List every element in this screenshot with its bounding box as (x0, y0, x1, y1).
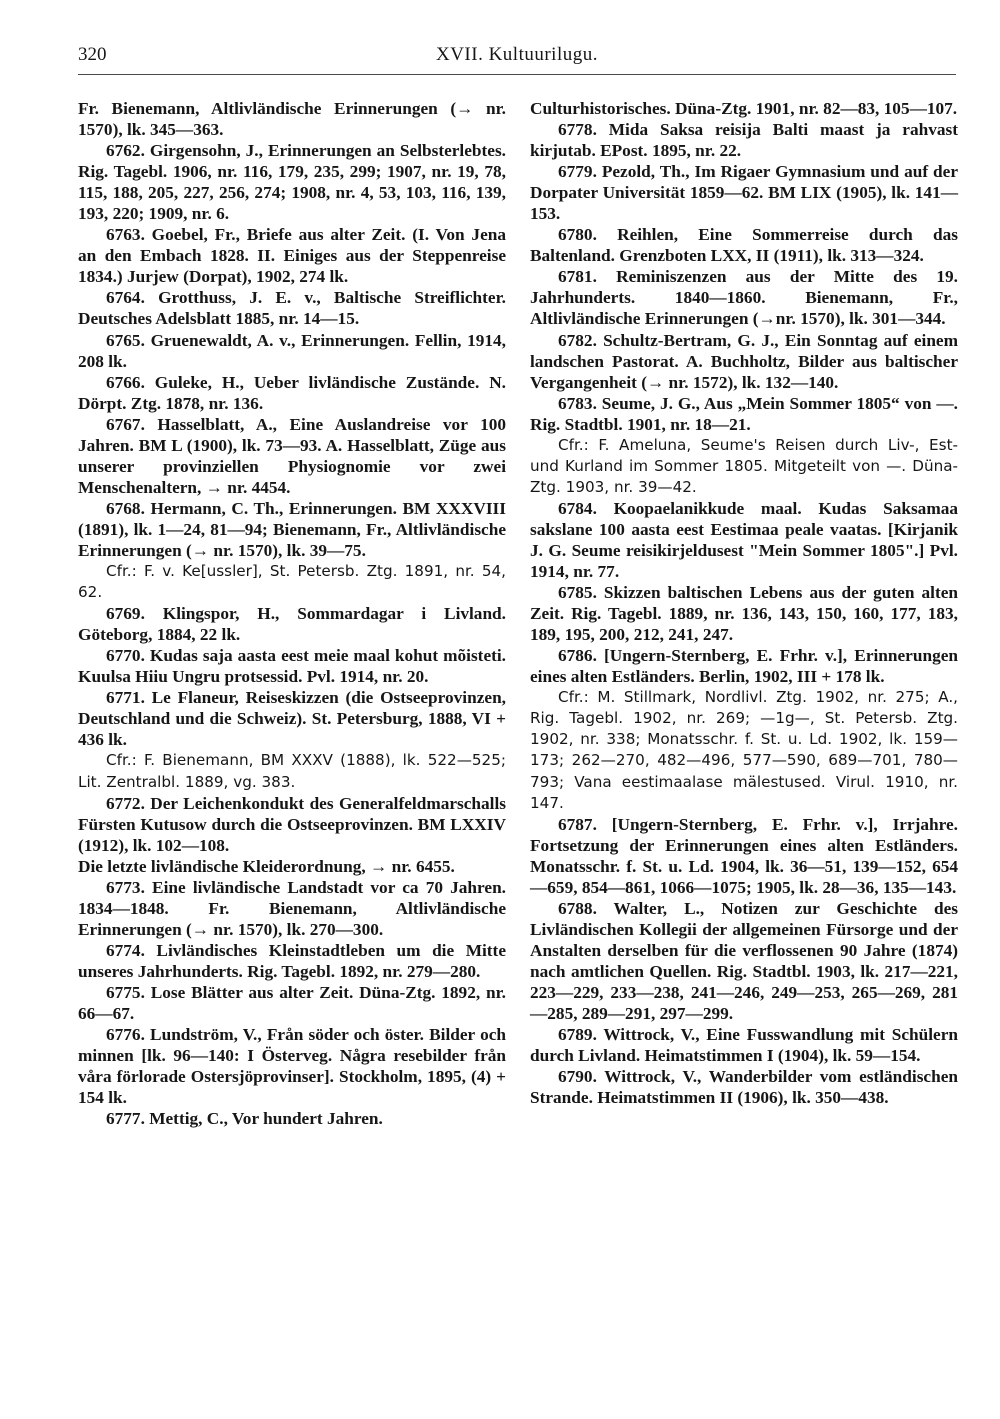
entry-6771: 6771. Le Flaneur, Reiseskizzen (die Ostseeprovinzen, Deutschland und die Schweiz). St. Petersburg, 1888, VI + 436 lk. (78, 688, 506, 750)
entry-6778: 6778. Mida Saksa reisija Balti maast ja rahvast kirjutab. EPost. 1895, nr. 22. (530, 120, 958, 161)
entry-6770: 6770. Kudas saja aasta eest meie maal kohut mõisteti. Kuulsa Hiiu Ungru protsessid. Pvl. 1914, nr. 20. (78, 646, 506, 687)
entry-6777: 6777. Mettig, C., Vor hundert Jahren. (106, 1109, 383, 1129)
right-column (530, 98, 958, 1108)
entry-continuation: Fr. Bienemann, Altlivländische Erinnerungen (→ nr. 1570), lk. 345—363. (78, 99, 506, 140)
left-column (78, 98, 506, 1129)
entry-6762: 6762. Girgensohn, J., Erinnerungen an Selbsterlebtes. Rig. Tagebl. 1906, nr. 116, 179, 235, 299; 1907, nr. 19, 78, 115, 188, 205, 227, 256, 274; 1908, nr. 4, 53, 103, 116, 139, 193, 220; 1909, nr. 6. (78, 141, 506, 224)
entry-6780: 6780. Reihlen, Eine Sommerreise durch das Baltenland. Grenzboten LXX, II (1911), lk. 313—324. (530, 225, 958, 266)
page-header (78, 40, 956, 74)
header-rule (78, 74, 956, 75)
entry-6764: 6764. Grotthuss, J. E. v., Baltische Streiflichter. Deutsches Adelsblatt 1885, nr. 14—15. (78, 288, 506, 329)
entry-6769: 6769. Klingspor, H., Sommardagar i Livland. Göteborg, 1884, 22 lk. (78, 604, 506, 645)
entry-6763: 6763. Goebel, Fr., Briefe aus alter Zeit. (I. Von Jena an den Embach 1828. II. Einiges aus der Steppenreise 1834.) Jurjew (Dorpat), 1902, 274 lk. (78, 225, 506, 287)
entry-6777-continuation: Culturhistorisches. Düna-Ztg. 1901, nr. 82—83, 105—107. (530, 99, 958, 118)
entry-6768: 6768. Hermann, C. Th., Erinnerungen. BM XXXVIII (1891), lk. 1—24, 81—94; Bienemann, Fr., Altlivländische Erinnerungen (→ nr. 1570), lk. 39—75. (78, 498, 506, 560)
entry-6790: 6790. Wittrock, V., Wanderbilder vom estländischen Strande. Heimatstimmen II (1906), lk. 350—438. (530, 1067, 958, 1108)
entry-6782: 6782. Schultz-Bertram, G. J., Ein Sonntag auf einem landschen Pastorat. A. Buchholtz, Bilder aus baltischer Vergangenheit (→ nr. 1572), lk. 132—140. (530, 330, 958, 392)
entry-6783-cfr: Cfr.: F. Ameluna, Seume's Reisen durch Liv-, Est- und Kurland im Sommer 1805. Mitgeteilt von —. Düna-Ztg. 1903, nr. 39—42. (530, 435, 958, 496)
entry-6772: 6772. Der Leichenkondukt des Generalfeldmarschalls Fürsten Kutusow durch die Ostseeprovinzen. BM LXXIV (1912), lk. 102—108. (78, 793, 506, 855)
entry-6785: 6785. Skizzen baltischen Lebens aus der guten alten Zeit. Rig. Tagebl. 1889, nr. 136, 143, 150, 160, 177, 183, 189, 195, 200, 212, 241, 247. (530, 583, 958, 645)
entry-6775: 6775. Lose Blätter aus alter Zeit. Düna-Ztg. 1892, nr. 66—67. (78, 982, 506, 1024)
entry-6787: 6787. [Ungern-Sternberg, E. Frhr. v.], Irrjahre. Fortsetzung der Erinnerungen eines alten Estländers. Monatsschr. f. St. u. Ld. 1904, lk. 36—51, 139—152, 654—659, 854—861, 1066—1075; 1905, lk. 28—36, 135—143. (530, 814, 958, 897)
entry-6772-see-also: Die letzte livländische Kleiderordnung, → nr. 6455. (78, 856, 455, 876)
entry-6789: 6789. Wittrock, V., Eine Fusswandlung mit Schülern durch Livland. Heimatstimmen I (1904), lk. 59—154. (530, 1025, 958, 1066)
entry-6786-cfr: Cfr.: M. Stillmark, Nordlivl. Ztg. 1902, nr. 275; A., Rig. Tagebl. 1902, nr. 269; —1g—, St. Petersb. Ztg. 1902, nr. 338; Monatsschr. f. St. u. Ld. 1902, lk. 159—173; 262—270, 482—496, 577—590, 689—701, 780—793; Vana eestimaalase mälestused. Virul. 1910, nr. 147. (530, 688, 958, 812)
entry-6776: 6776. Lundström, V., Från söder och öster. Bilder och minnen [lk. 96—140: I Österveg. Några resebilder från våra förlorade Ostersjöprovinser]. Stockholm, 1895, (4) + 154 lk. (78, 1025, 506, 1108)
entry-6767: 6767. Hasselblatt, A., Eine Auslandreise vor 100 Jahren. BM L (1900), lk. 73—93. A. Hasselblatt, Züge aus unserer provinziellen Physiognomie vor zwei Menschenaltern, → nr. 4454. (78, 414, 506, 497)
entry-6788: 6788. Walter, L., Notizen zur Geschichte des Livländischen Kollegii der allgemeinen Fürsorge und der Anstalten derselben für die verflossenen 90 Jahre (1874) nach amtlichen Quellen. Rig. Stadtbl. 1903, lk. 217—221, 223—229, 233—238, 241—246, 249—253, 265—269, 281—285, 289—291, 297—299. (530, 898, 958, 1024)
entry-6766: 6766. Guleke, H., Ueber livländische Zustände. N. Dörpt. Ztg. 1878, nr. 136. (78, 372, 506, 413)
entry-6771-cfr: Cfr.: F. Bienemann, BM XXXV (1888), lk. 522—525; Lit. Zentralbl. 1889, vg. 383. (78, 751, 506, 791)
entry-6784: 6784. Koopaelanikkude maal. Kudas Saksamaa sakslane 100 aasta eest Eestimaa peale vaatas. [Kirjanik J. G. Seume reisikirjeldusest "Mein Sommer 1805".] Pvl. 1914, nr. 77. (530, 498, 958, 582)
entry-6781: 6781. Reminiszenzen aus der Mitte des 19. Jahrhunderts. 1840—1860. Bienemann, Fr., Altlivländische Erinnerungen (→nr. 1570), lk. 301—344. (530, 267, 958, 329)
entry-6786: 6786. [Ungern-Sternberg, E. Frhr. v.], Erinnerungen eines alten Estländers. Berlin, 1902, III + 178 lk. (530, 646, 958, 687)
entry-6773: 6773. Eine livländische Landstadt vor ca 70 Jahren. 1834—1848. Fr. Bienemann, Altlivländische Erinnerungen (→ nr. 1570), lk. 270—300. (78, 877, 506, 939)
entry-6768-cfr: Cfr.: F. v. Ke[ussler], St. Petersb. Ztg. 1891, nr. 54, 62. (78, 562, 506, 602)
page-number: 320 (78, 44, 107, 65)
entry-6779: 6779. Pezold, Th., Im Rigaer Gymnasium und auf der Dorpater Universität 1859—62. BM LIX (1905), lk. 141—153. (530, 162, 958, 224)
entry-6774: 6774. Livländisches Kleinstadtleben um die Mitte unseres Jahrhunderts. Rig. Tagebl. 1892, nr. 279—280. (78, 940, 506, 981)
running-title: XVII. Kultuurilugu. (435, 44, 598, 65)
entry-6765: 6765. Gruenewaldt, A. v., Erinnerungen. Fellin, 1914, 208 lk. (78, 330, 506, 371)
entry-6783: 6783. Seume, J. G., Aus „Mein Sommer 1805“ von —. Rig. Stadtbl. 1901, nr. 18—21. (530, 393, 958, 434)
